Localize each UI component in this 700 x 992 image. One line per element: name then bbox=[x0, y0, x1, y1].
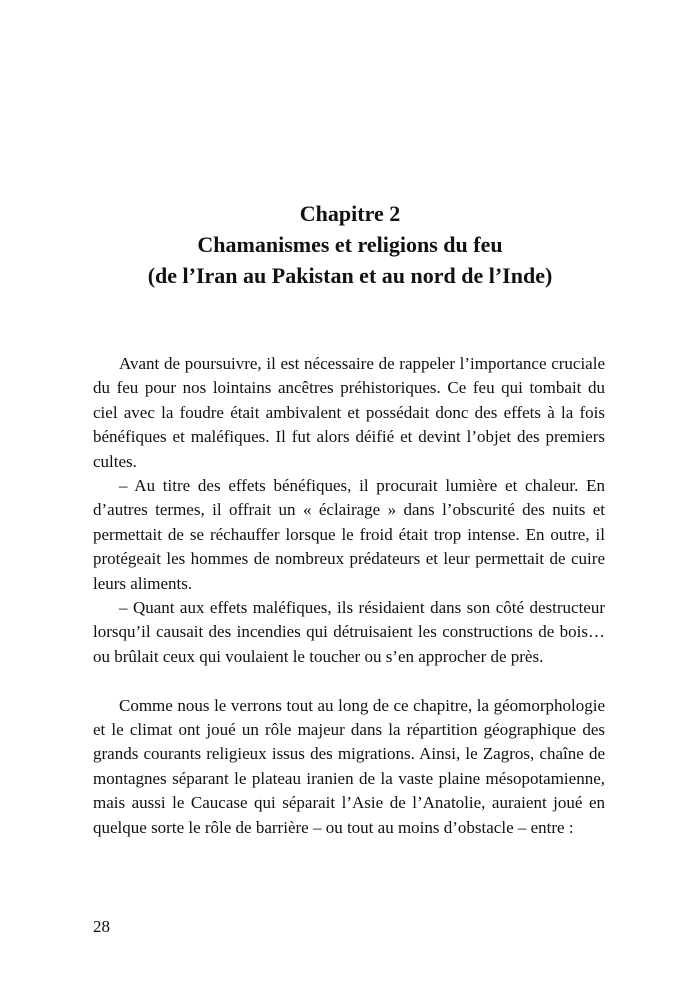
paragraph-benefits: – Au titre des effets bénéfiques, il procurait lumière et chaleur. En d’autres termes, il offrait un « éclairage » dans l’obscurité des nuits et permettait de se réchauffer lorsque le froid était trop intense. En outre, il protégeait les hommes de nombreux prédateurs et leur permettait de cuire leurs aliments. bbox=[93, 476, 605, 593]
chapter-number: Chapitre 2 bbox=[299, 201, 401, 226]
page-number: 28 bbox=[93, 917, 110, 936]
paragraph-geomorphology: Comme nous le verrons tout au long de ce chapitre, la géomorphologie et le climat ont joué un rôle majeur dans la répartition géographique des grands courants religieux issus des migrations. Ainsi, le Zagros, chaîne de montagnes séparant le plateau iranien de la vaste plaine mésopotamienne, mais aussi le Caucase qui séparait l’Asie de l’Anatolie, auraient joué en quelque sorte le rôle de barrière – ou tout au moins d’obstacle – entre : bbox=[93, 695, 605, 837]
body-text bbox=[93, 352, 605, 840]
chapter-subtitle: (de l’Iran au Pakistan et au nord de l’Inde) bbox=[147, 263, 553, 288]
chapter-title: Chamanismes et religions du feu bbox=[197, 232, 503, 257]
chapter-heading bbox=[80, 198, 620, 291]
paragraph-harms: – Quant aux effets maléfiques, ils résidaient dans son côté destructeur lorsqu’il causait des incendies qui détruisaient les constructions de bois… ou brûlait ceux qui voulaient le toucher ou s’en approcher de près. bbox=[93, 598, 605, 666]
paragraph-intro: Avant de poursuivre, il est nécessaire de rappeler l’importance cruciale du feu pour nos lointains ancêtres préhistoriques. Ce feu qui tombait du ciel avec la foudre était ambivalent et possédait donc des effets à la fois bénéfiques et maléfiques. Il fut alors déifié et devint l’objet des premiers cultes. bbox=[93, 354, 605, 471]
